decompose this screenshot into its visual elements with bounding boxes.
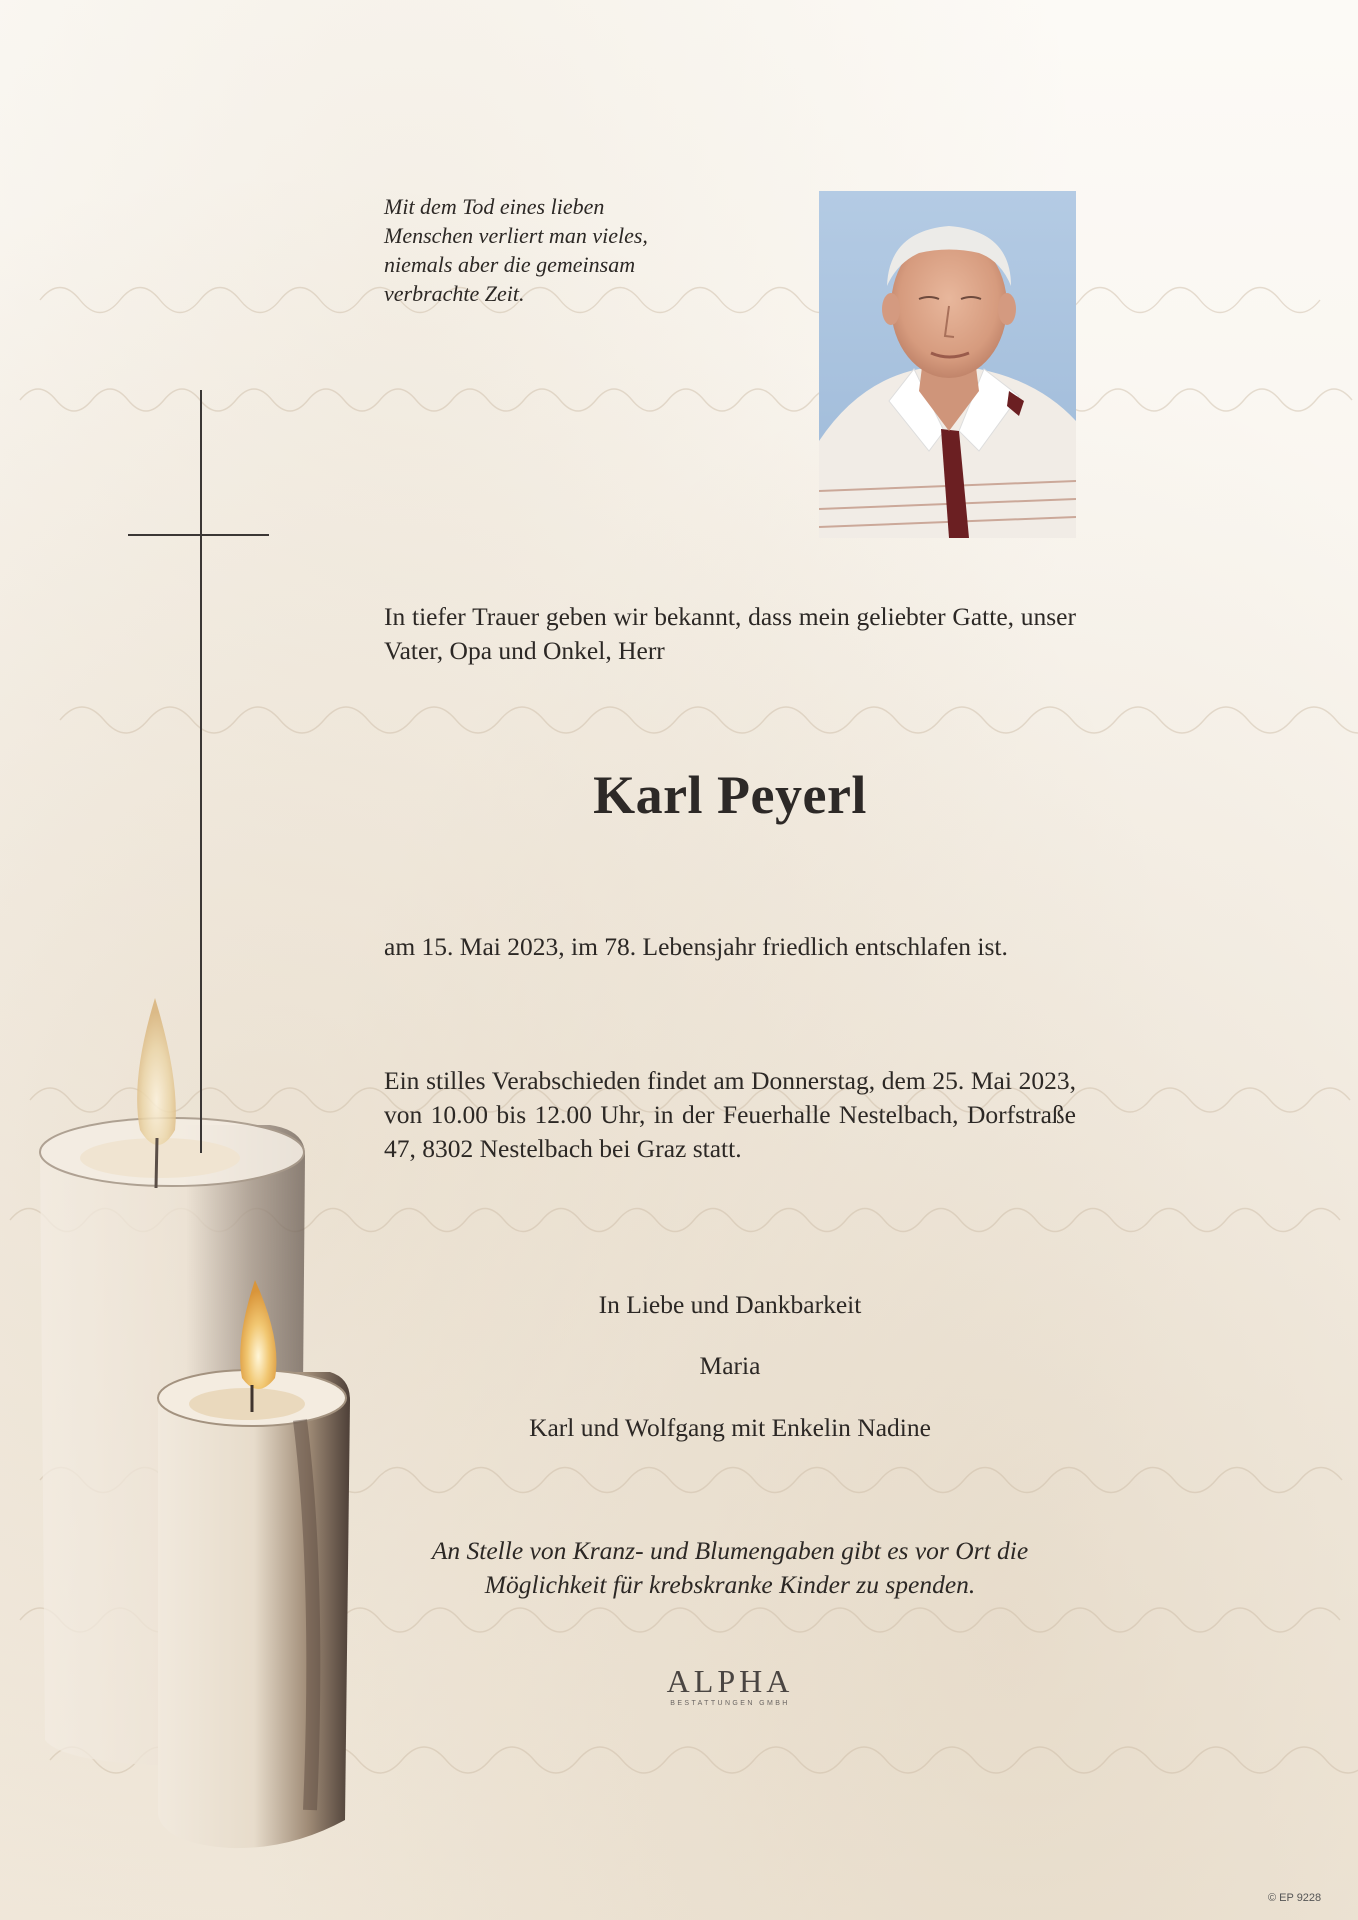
cross-horizontal-bar [128,534,269,536]
quote-line: niemals aber die gemeinsam [384,252,636,277]
memorial-quote [384,192,744,308]
deceased-name: Karl Peyerl [593,765,867,825]
donation-note [384,1534,1076,1602]
quote-line: Mit dem Tod eines lieben [384,194,605,219]
death-notice: am 15. Mai 2023, im 78. Lebensjahr friedlich entschlafen ist. [384,932,1008,961]
logo-subtitle: BESTATTUNGEN GMBH [670,1700,790,1707]
quote-line: verbrachte Zeit. [384,281,525,306]
closing-phrase: In Liebe und Dankbarkeit [598,1290,862,1319]
cross-vertical-bar [200,390,202,1153]
candles-illustration [0,980,380,1860]
donation-line: Möglichkeit für krebskranke Kinder zu spenden. [484,1570,976,1599]
signer-line: Maria [699,1351,761,1380]
quote-line: Menschen verliert man vieles, [384,223,648,248]
signer-line: Karl und Wolfgang mit Enkelin Nadine [529,1413,931,1442]
donation-line: An Stelle von Kranz- und Blumengaben gibt es vor Ort die [431,1536,1029,1565]
logo-wordmark: ALPHA [666,1663,794,1699]
funeral-home-logo [660,1664,800,1708]
portrait-photo [819,191,1076,538]
farewell-details: Ein stilles Verabschieden findet am Donnerstag, dem 25. Mai 2023, von 10.00 bis 12.00 Uhr, in der Feuerhalle Nestelbach, Dorfstraße 47, 8302 Nestelbach bei Graz statt. [384,1066,1076,1163]
document-code: © EP 9228 [1268,1892,1322,1904]
announcement-intro: In tiefer Trauer geben wir bekannt, dass mein geliebter Gatte, unser Vater, Opa und Onkel, Herr [384,602,1076,665]
